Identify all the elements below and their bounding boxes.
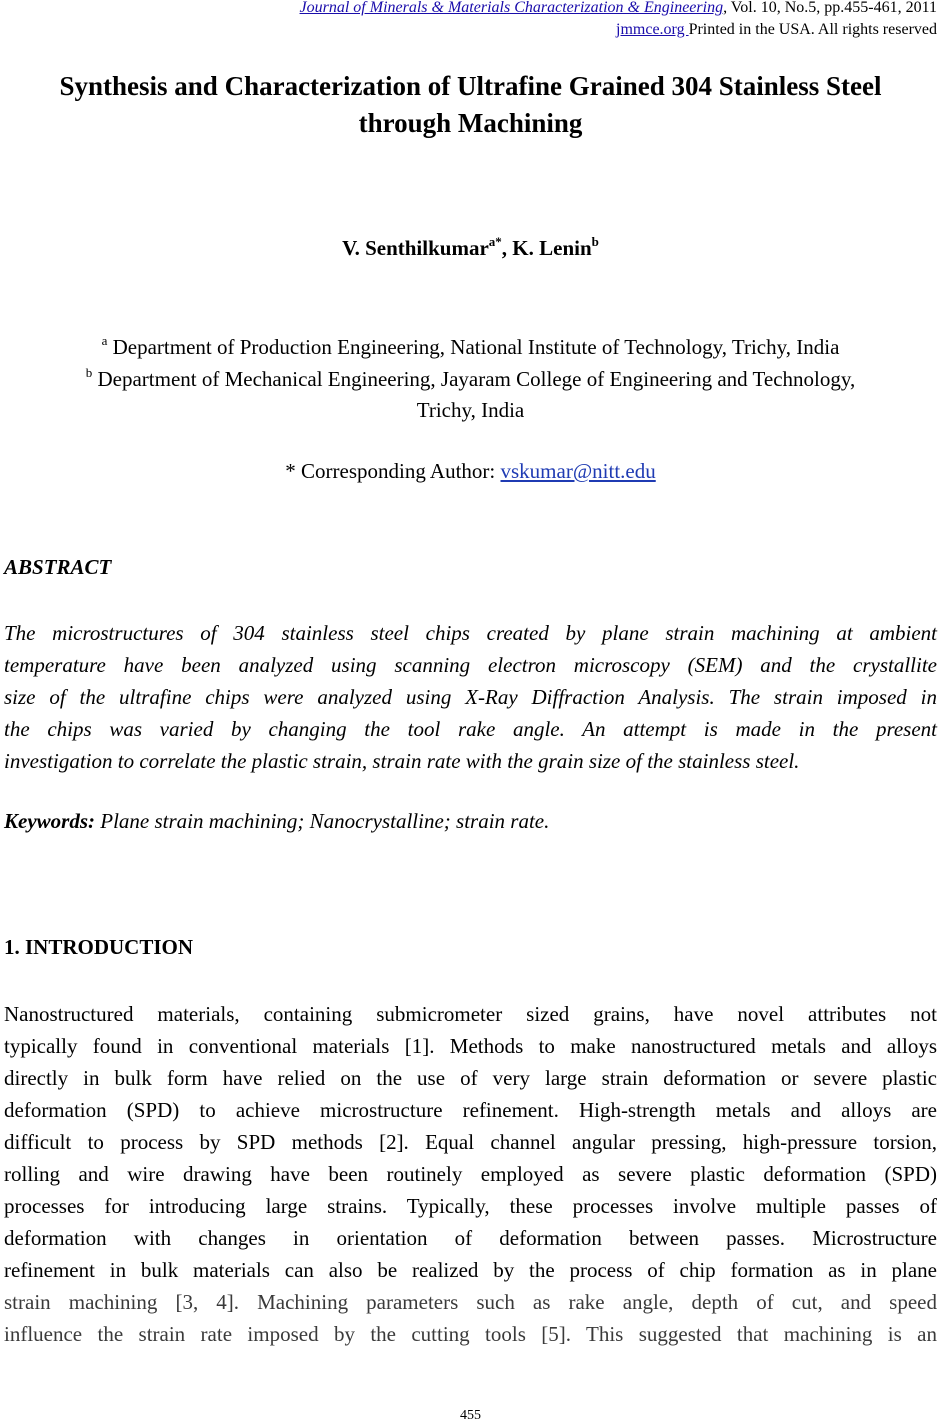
affiliation-a-sup: a — [101, 333, 108, 348]
abstract-line: the chips was varied by changing the tool rake angle. An attempt is made in the present — [4, 717, 937, 741]
title-line-1: Synthesis and Characterization of Ultrafine Grained 304 Stainless Steel — [59, 71, 882, 101]
keywords-text: Plane strain machining; Nanocrystalline; strain rate. — [95, 809, 550, 833]
intro-line: Nanostructured materials, containing submicrometer sized grains, have novel attributes not — [4, 1002, 937, 1026]
journal-header — [300, 0, 937, 18]
author-2: K. Lenin — [512, 236, 592, 260]
intro-line: influence the strain rate imposed by the cutting tools [5]. This suggested that machining is an — [4, 1322, 937, 1346]
journal-link[interactable]: Journal of Minerals & Materials Characterization & Engineering — [299, 0, 724, 16]
affiliation-a — [0, 331, 941, 363]
title-line-2: through Machining — [358, 108, 583, 138]
affiliation-b — [0, 363, 941, 395]
affiliation-b-sup: b — [85, 365, 93, 380]
keywords-label: Keywords: — [4, 809, 95, 833]
rights-text: Printed in the USA. All rights reserved — [688, 21, 937, 38]
corresponding-email-link[interactable]: vskumar@nitt.edu — [500, 459, 656, 483]
corresponding-author — [0, 459, 941, 484]
keywords — [4, 809, 549, 834]
intro-line: rolling and wire drawing have been routinely employed as severe plastic deformation (SPD) — [4, 1162, 937, 1186]
affiliation-a-text: Department of Production Engineering, National Institute of Technology, Trichy, India — [112, 335, 840, 359]
intro-line: processes for introducing large strains. Typically, these processes involve multiple passes of — [4, 1194, 937, 1218]
affiliation-b-line-2: Trichy, India — [416, 398, 525, 422]
abstract-line: size of the ultrafine chips were analyzed using X-Ray Diffraction Analysis. The strain imposed in — [4, 685, 937, 709]
abstract-line: temperature have been analyzed using scanning electron microscopy (SEM) and the crystallite — [4, 653, 937, 677]
paper-title — [0, 68, 941, 142]
introduction-heading: 1. INTRODUCTION — [4, 935, 194, 959]
affiliation-b-line-1: Department of Mechanical Engineering, Jayaram College of Engineering and Technology, — [97, 367, 856, 391]
author-separator: , — [501, 236, 513, 260]
page-number: 455 — [460, 1408, 481, 1423]
author-list — [0, 236, 941, 261]
intro-line: typically found in conventional materials [1]. Methods to make nanostructured metals and alloys — [4, 1034, 937, 1058]
abstract-heading: ABSTRACT — [4, 555, 112, 579]
journal-volume: , Vol. 10, No.5, pp.455-461, 2011 — [723, 0, 937, 16]
author-1-sup: a* — [488, 234, 502, 249]
abstract-line: investigation to correlate the plastic strain, strain rate with the grain size of the stainless steel. — [4, 749, 800, 773]
intro-line: directly in bulk form have relied on the use of very large strain deformation or severe plastic — [4, 1066, 937, 1090]
intro-line: deformation (SPD) to achieve microstructure refinement. High-strength metals and alloys are — [4, 1098, 937, 1122]
author-2-sup: b — [591, 234, 599, 249]
intro-line: refinement in bulk materials can also be realized by the process of chip formation as in plane — [4, 1258, 937, 1282]
site-header — [616, 20, 937, 40]
intro-line: difficult to process by SPD methods [2]. Equal channel angular pressing, high-pressure torsion, — [4, 1130, 937, 1154]
author-1: V. Senthilkumar — [342, 236, 489, 260]
corresponding-label: * Corresponding Author: — [285, 459, 501, 483]
intro-line: deformation with changes in orientation of deformation between passes. Microstructure — [4, 1226, 937, 1250]
site-link[interactable]: jmmce.org — [616, 21, 689, 38]
abstract-line: The microstructures of 304 stainless steel chips created by plane strain machining at ambient — [4, 621, 937, 645]
intro-line: strain machining [3, 4]. Machining parameters such as rake angle, depth of cut, and speed — [4, 1290, 937, 1314]
